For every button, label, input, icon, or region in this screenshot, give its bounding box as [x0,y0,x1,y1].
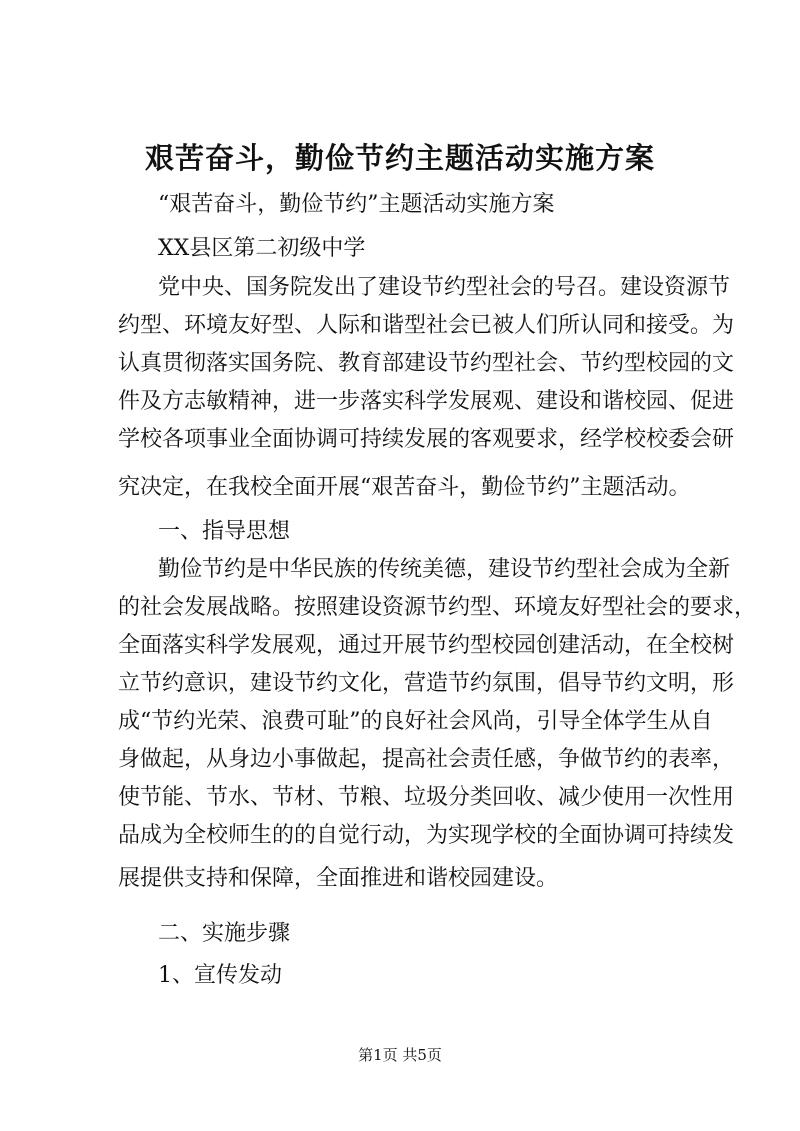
section-heading: 一、指导思想 [158,519,291,544]
page-number-footer: 第1页 共5页 [358,1046,442,1064]
paragraph-line: 的社会发展战略。按照建设资源节约型、环境友好型社会的要求， [118,595,757,620]
paragraph-line: 认真贯彻落实国务院、教育部建设节约型社会、节约型校园的文 [118,351,735,376]
paragraph-line: 品成为全校师生的的自觉行动，为实现学校的全面协调可持续发 [118,823,735,848]
subsection-heading: 1、宣传发动 [158,963,282,988]
paragraph-line: 勤俭节约是中华民族的传统美德，建设节约型社会成为全新 [158,557,731,582]
paragraph-line: 成“节约光荣、浪费可耻”的良好社会风尚，引导全体学生从自 [118,709,713,734]
paragraph-line: 学校各项事业全面协调可持续发展的客观要求，经学校校委会研 [118,427,735,452]
paragraph-line: 究决定，在我校全面开展“艰苦奋斗，勤俭节约”主题活动。 [118,475,691,500]
paragraph-line: 立节约意识，建设节约文化，营造节约氛围，倡导节约文明，形 [118,671,735,696]
subtitle-line: “艰苦奋斗，勤俭节约”主题活动实施方案 [158,192,555,217]
paragraph-line: 身做起，从身边小事做起，提高社会责任感，争做节约的表率， [118,747,735,772]
paragraph-line: 件及方志敏精神，进一步落实科学发展观、建设和谐校园、促进 [118,389,735,414]
paragraph-line: 党中央、国务院发出了建设节约型社会的号召。建设资源节 [158,275,731,300]
paragraph-line: 使节能、节水、节材、节粮、垃圾分类回收、减少使用一次性用 [118,785,735,810]
paragraph-line: 全面落实科学发展观，通过开展节约型校园创建活动，在全校树 [118,633,735,658]
paragraph-line: 展提供支持和保障，全面推进和谐校园建设。 [118,866,559,891]
paragraph-line: 约型、环境友好型、人际和谐型社会已被人们所认同和接受。为 [118,313,735,338]
school-name-line: XX县区第二初级中学 [158,236,366,261]
section-heading: 二、实施步骤 [158,921,291,946]
document-title: 艰苦奋斗，勤俭节约主题活动实施方案 [144,141,655,175]
